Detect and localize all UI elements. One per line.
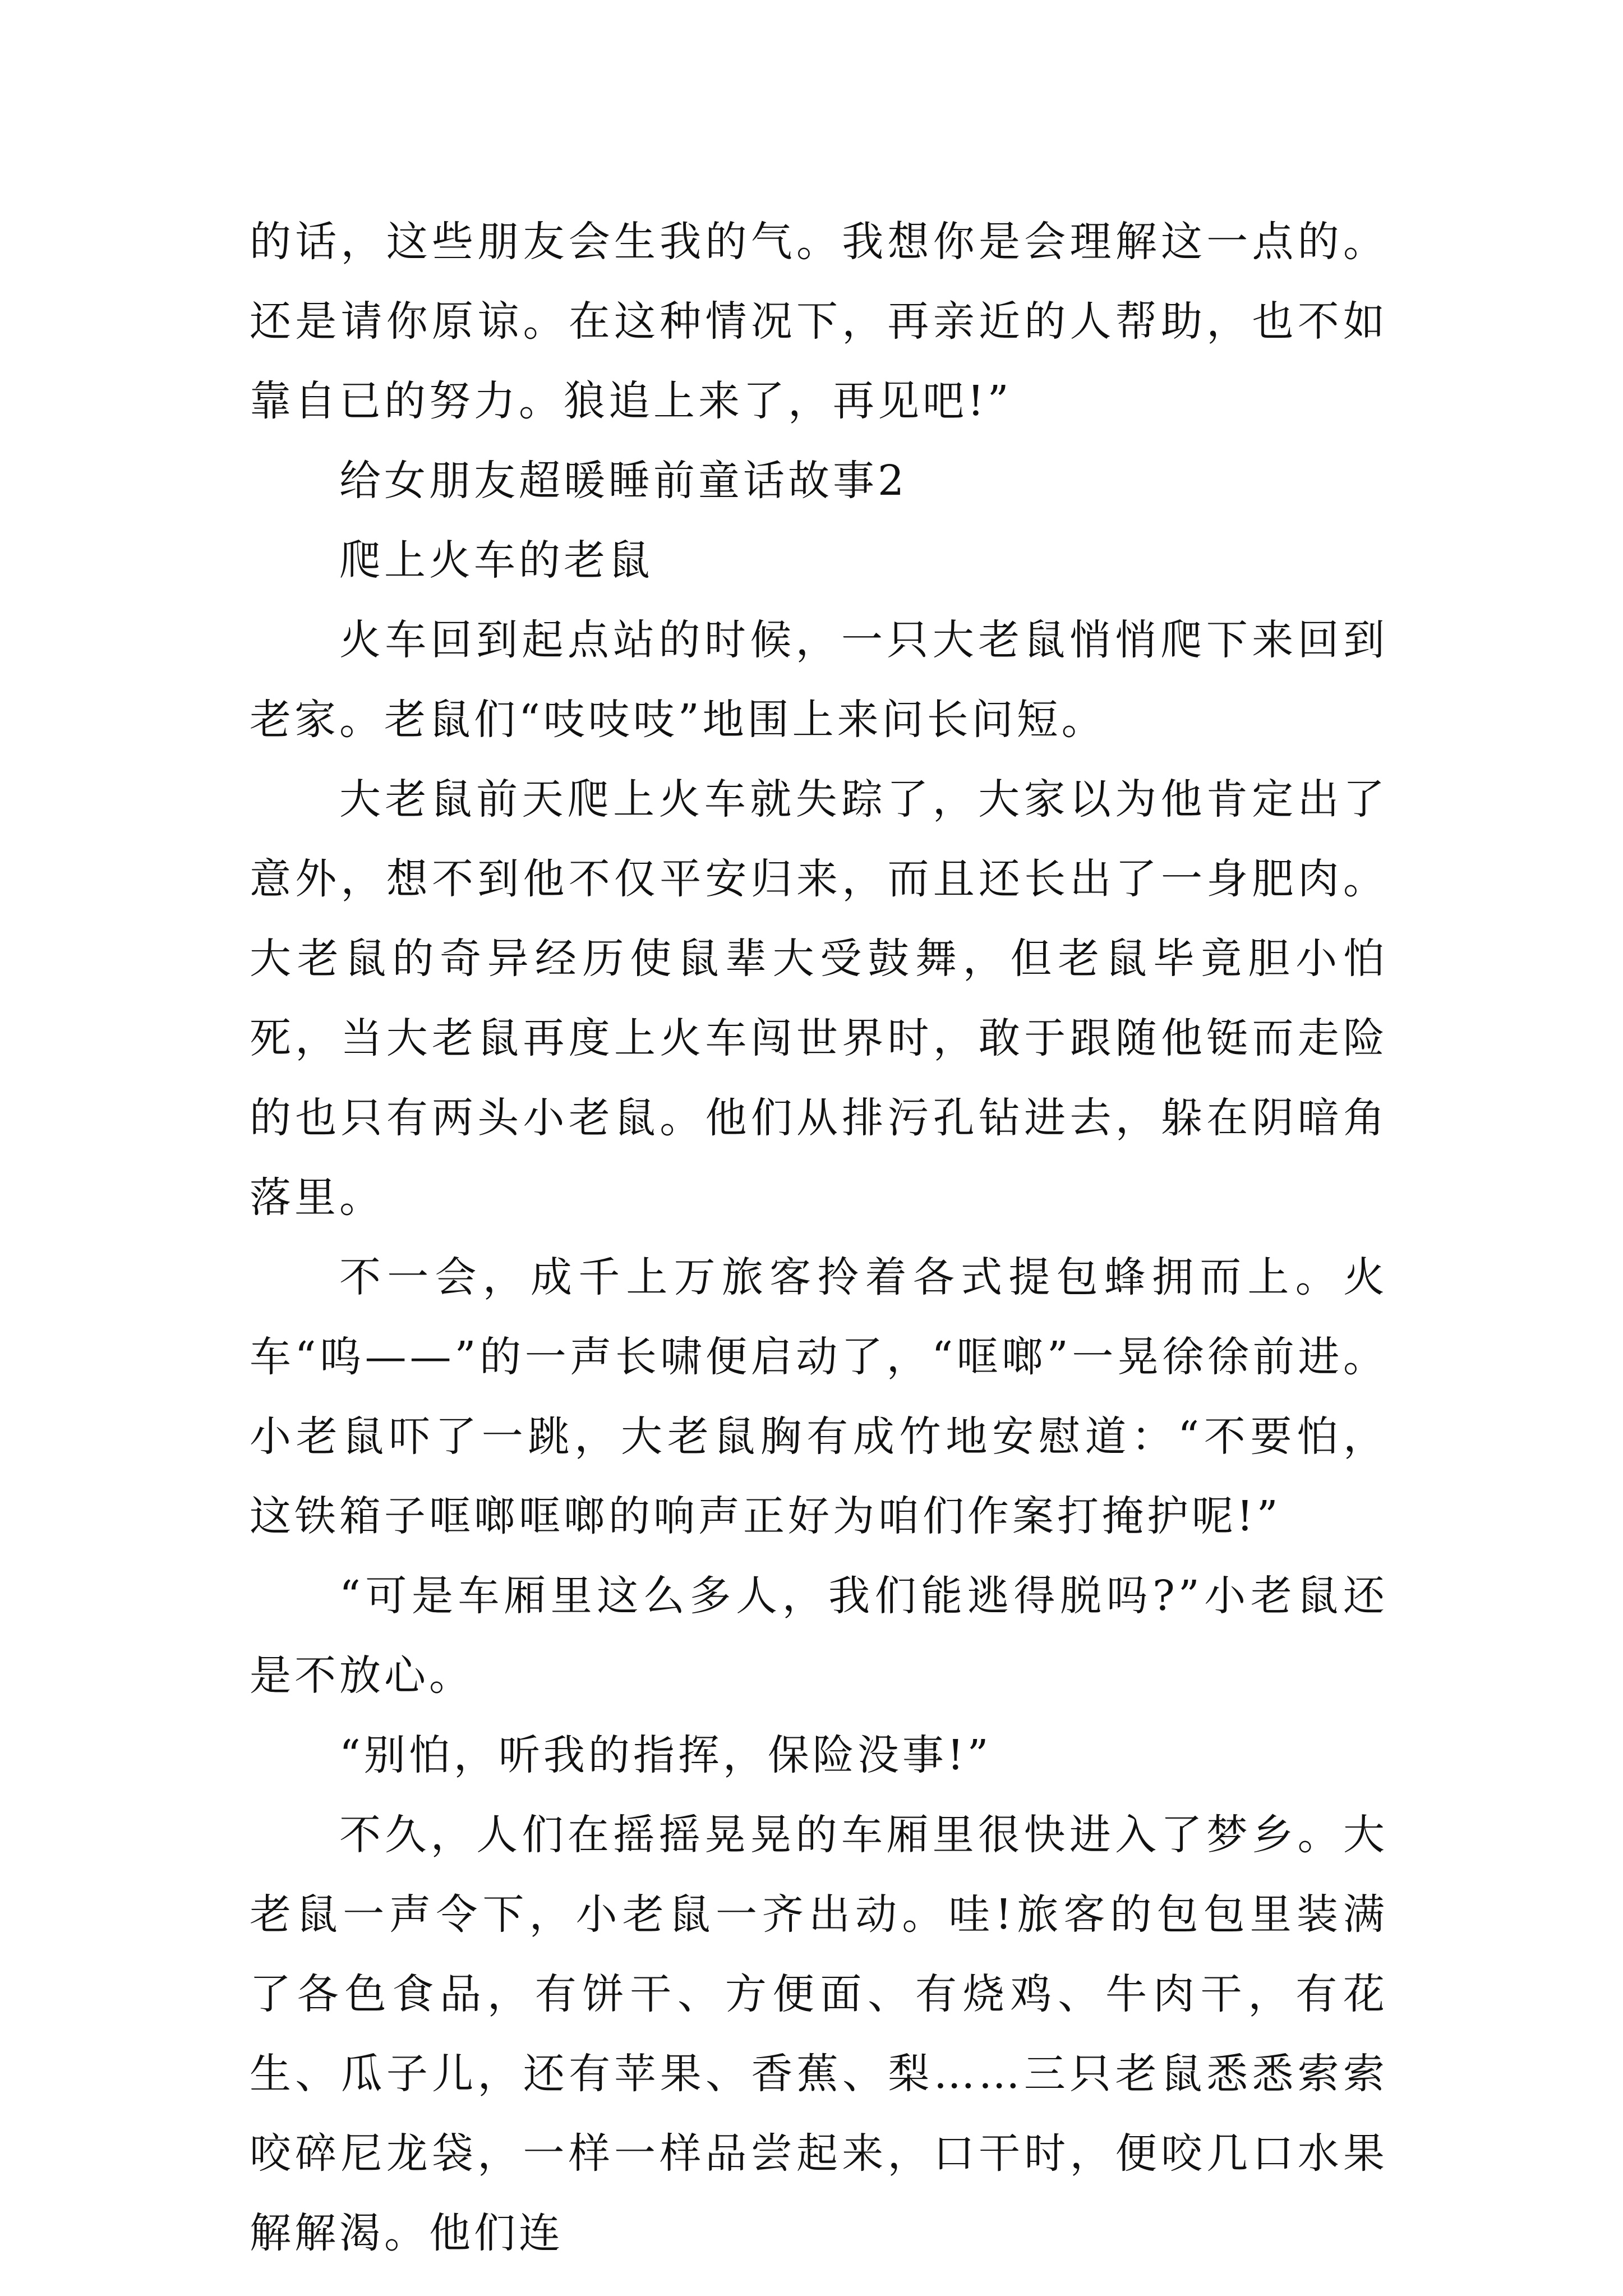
paragraph-4: 火车回到起点站的时候，一只大老鼠悄悄爬下来回到老家。老鼠们“吱吱吱”地围上来问长问短。 — [250, 616, 1388, 744]
document-body — [250, 202, 1388, 2273]
paragraph-5: 大老鼠前天爬上火车就失踪了，大家以为他肯定出了意外，想不到他不仅平安归来，而且还长出了一身肥肉。大老鼠的奇异经历使鼠辈大受鼓舞，但老鼠毕竟胆小怕死，当大老鼠再度上火车闯世界时，敢于跟随他铤而走险的也只有两头小老鼠。他们从排污孔钻进去，躲在阴暗角落里。 — [250, 775, 1388, 1222]
paragraph-8: “别怕，听我的指挥，保险没事!” — [339, 1731, 992, 1779]
story-title: 爬上火车的老鼠 — [339, 536, 653, 585]
paragraph-7: “可是车厢里这么多人，我们能逃得脱吗?”小老鼠还是不放心。 — [250, 1572, 1388, 1700]
section-title: 给女朋友超暖睡前童话故事2 — [339, 457, 908, 505]
paragraph-6: 不一会，成千上万旅客拎着各式提包蜂拥而上。火车“呜——”的一声长啸便启动了，“哐啷”一晃徐徐前进。小老鼠吓了一跳，大老鼠胸有成竹地安慰道：“不要怕，这铁箱子哐啷哐啷的响声正好为咱们作案打掩护呢!” — [250, 1253, 1388, 1540]
paragraph-9: 不久，人们在摇摇晃晃的车厢里很快进入了梦乡。大老鼠一声令下，小老鼠一齐出动。哇!旅客的包包里装满了各色食品，有饼干、方便面、有烧鸡、牛肉干，有花生、瓜子儿，还有苹果、香蕉、梨……三只老鼠悉悉索索咬碎尼龙袋，一样一样品尝起来，口干时，便咬几口水果解解渴。他们连 — [250, 1811, 1388, 2257]
paragraph-1: 的话，这些朋友会生我的气。我想你是会理解这一点的。还是请你原谅。在这种情况下，再亲近的人帮助，也不如靠自已的努力。狼追上来了，再见吧!” — [250, 218, 1388, 425]
